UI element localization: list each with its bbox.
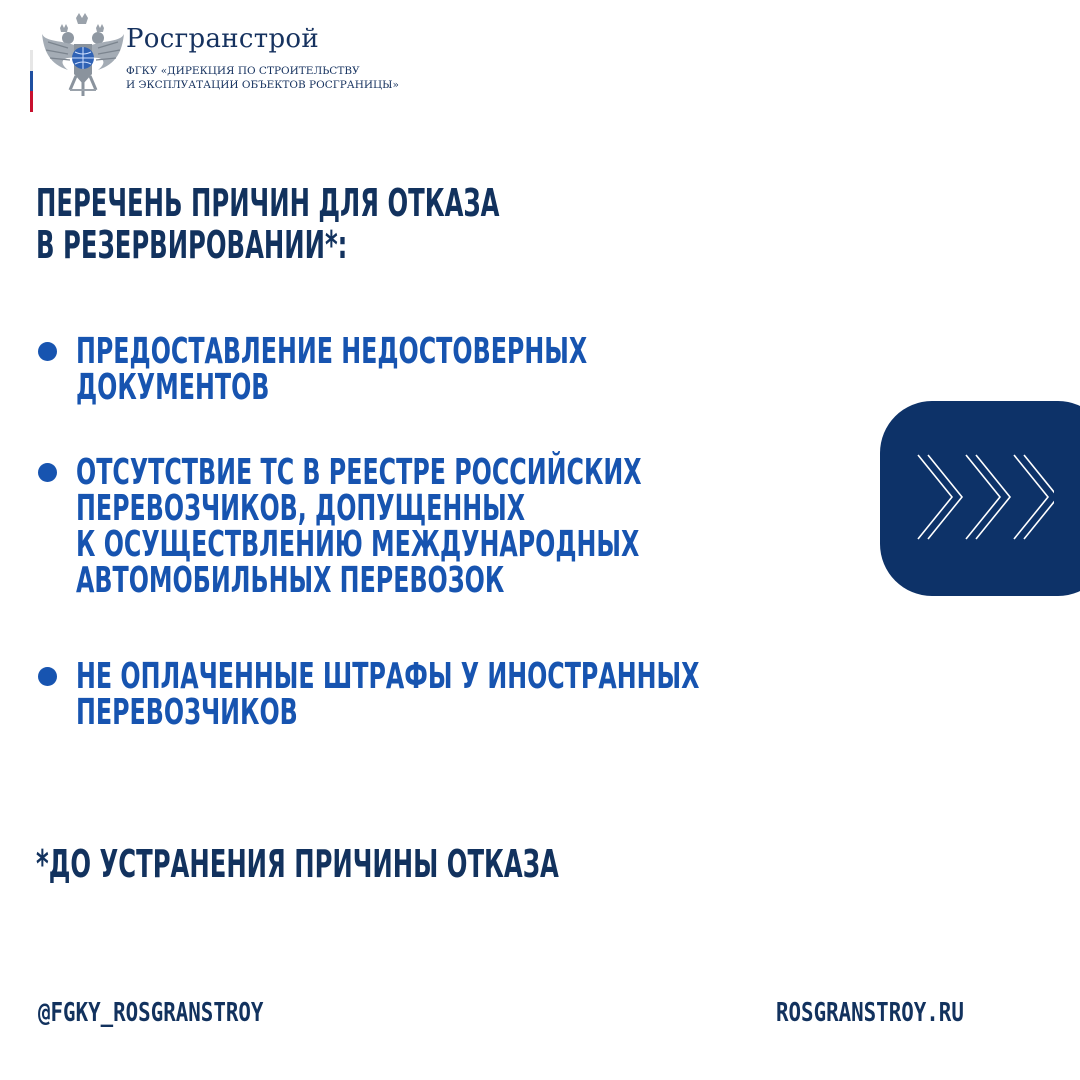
list-item-line: ОТСУТСТВИЕ ТС В РЕЕСТРЕ РОССИЙСКИХ — [76, 452, 642, 493]
list-item-line: ПРЕДОСТАВЛЕНИЕ НЕДОСТОВЕРНЫХ — [76, 331, 588, 372]
bullet-icon — [38, 463, 57, 482]
organization-subtitle-line: ФГКУ «ДИРЕКЦИЯ ПО СТРОИТЕЛЬСТВУ — [126, 65, 360, 77]
list-item-line: АВТОМОБИЛЬНЫХ ПЕРЕВОЗОК — [76, 560, 505, 601]
page-title-line: В РЕЗЕРВИРОВАНИИ*: — [36, 223, 348, 267]
list-item-text — [76, 452, 642, 601]
triple-chevron-right-icon — [914, 451, 1054, 543]
list-item-text — [76, 656, 700, 733]
list-item-line: ПЕРЕВОЗЧИКОВ — [76, 692, 298, 733]
bullet-icon — [38, 342, 57, 361]
organization-subtitle — [126, 64, 399, 92]
organization-name: Росгранстрой — [126, 24, 319, 54]
bullet-icon — [38, 667, 57, 686]
list-item-line: ДОКУМЕНТОВ — [76, 367, 270, 408]
website-link[interactable]: ROSGRANSTROY.RU — [776, 998, 964, 1028]
logo — [30, 12, 470, 104]
list-item-line: НЕ ОПЛАЧЕННЫЕ ШТРАФЫ У ИНОСТРАННЫХ — [76, 656, 700, 697]
list-item-line: К ОСУЩЕСТВЛЕНИЮ МЕЖДУНАРОДНЫХ — [76, 524, 640, 565]
footnote: *ДО УСТРАНЕНИЯ ПРИЧИНЫ ОТКАЗА — [36, 842, 559, 886]
flag-stripe — [30, 50, 33, 112]
next-slide-arrow-block[interactable] — [880, 401, 1080, 596]
page-title — [36, 182, 500, 266]
organization-subtitle-line: И ЭКСПЛУАТАЦИИ ОБЪЕКТОВ РОСГРАНИЦЫ» — [126, 79, 399, 91]
list-item-line: ПЕРЕВОЗЧИКОВ, ДОПУЩЕННЫХ — [76, 488, 526, 529]
double-headed-eagle-emblem-icon — [38, 12, 128, 100]
social-handle[interactable]: @FGKY_ROSGRANSTROY — [38, 998, 264, 1028]
list-item-text — [76, 331, 588, 408]
page-title-line: ПЕРЕЧЕНЬ ПРИЧИН ДЛЯ ОТКАЗА — [36, 181, 500, 225]
